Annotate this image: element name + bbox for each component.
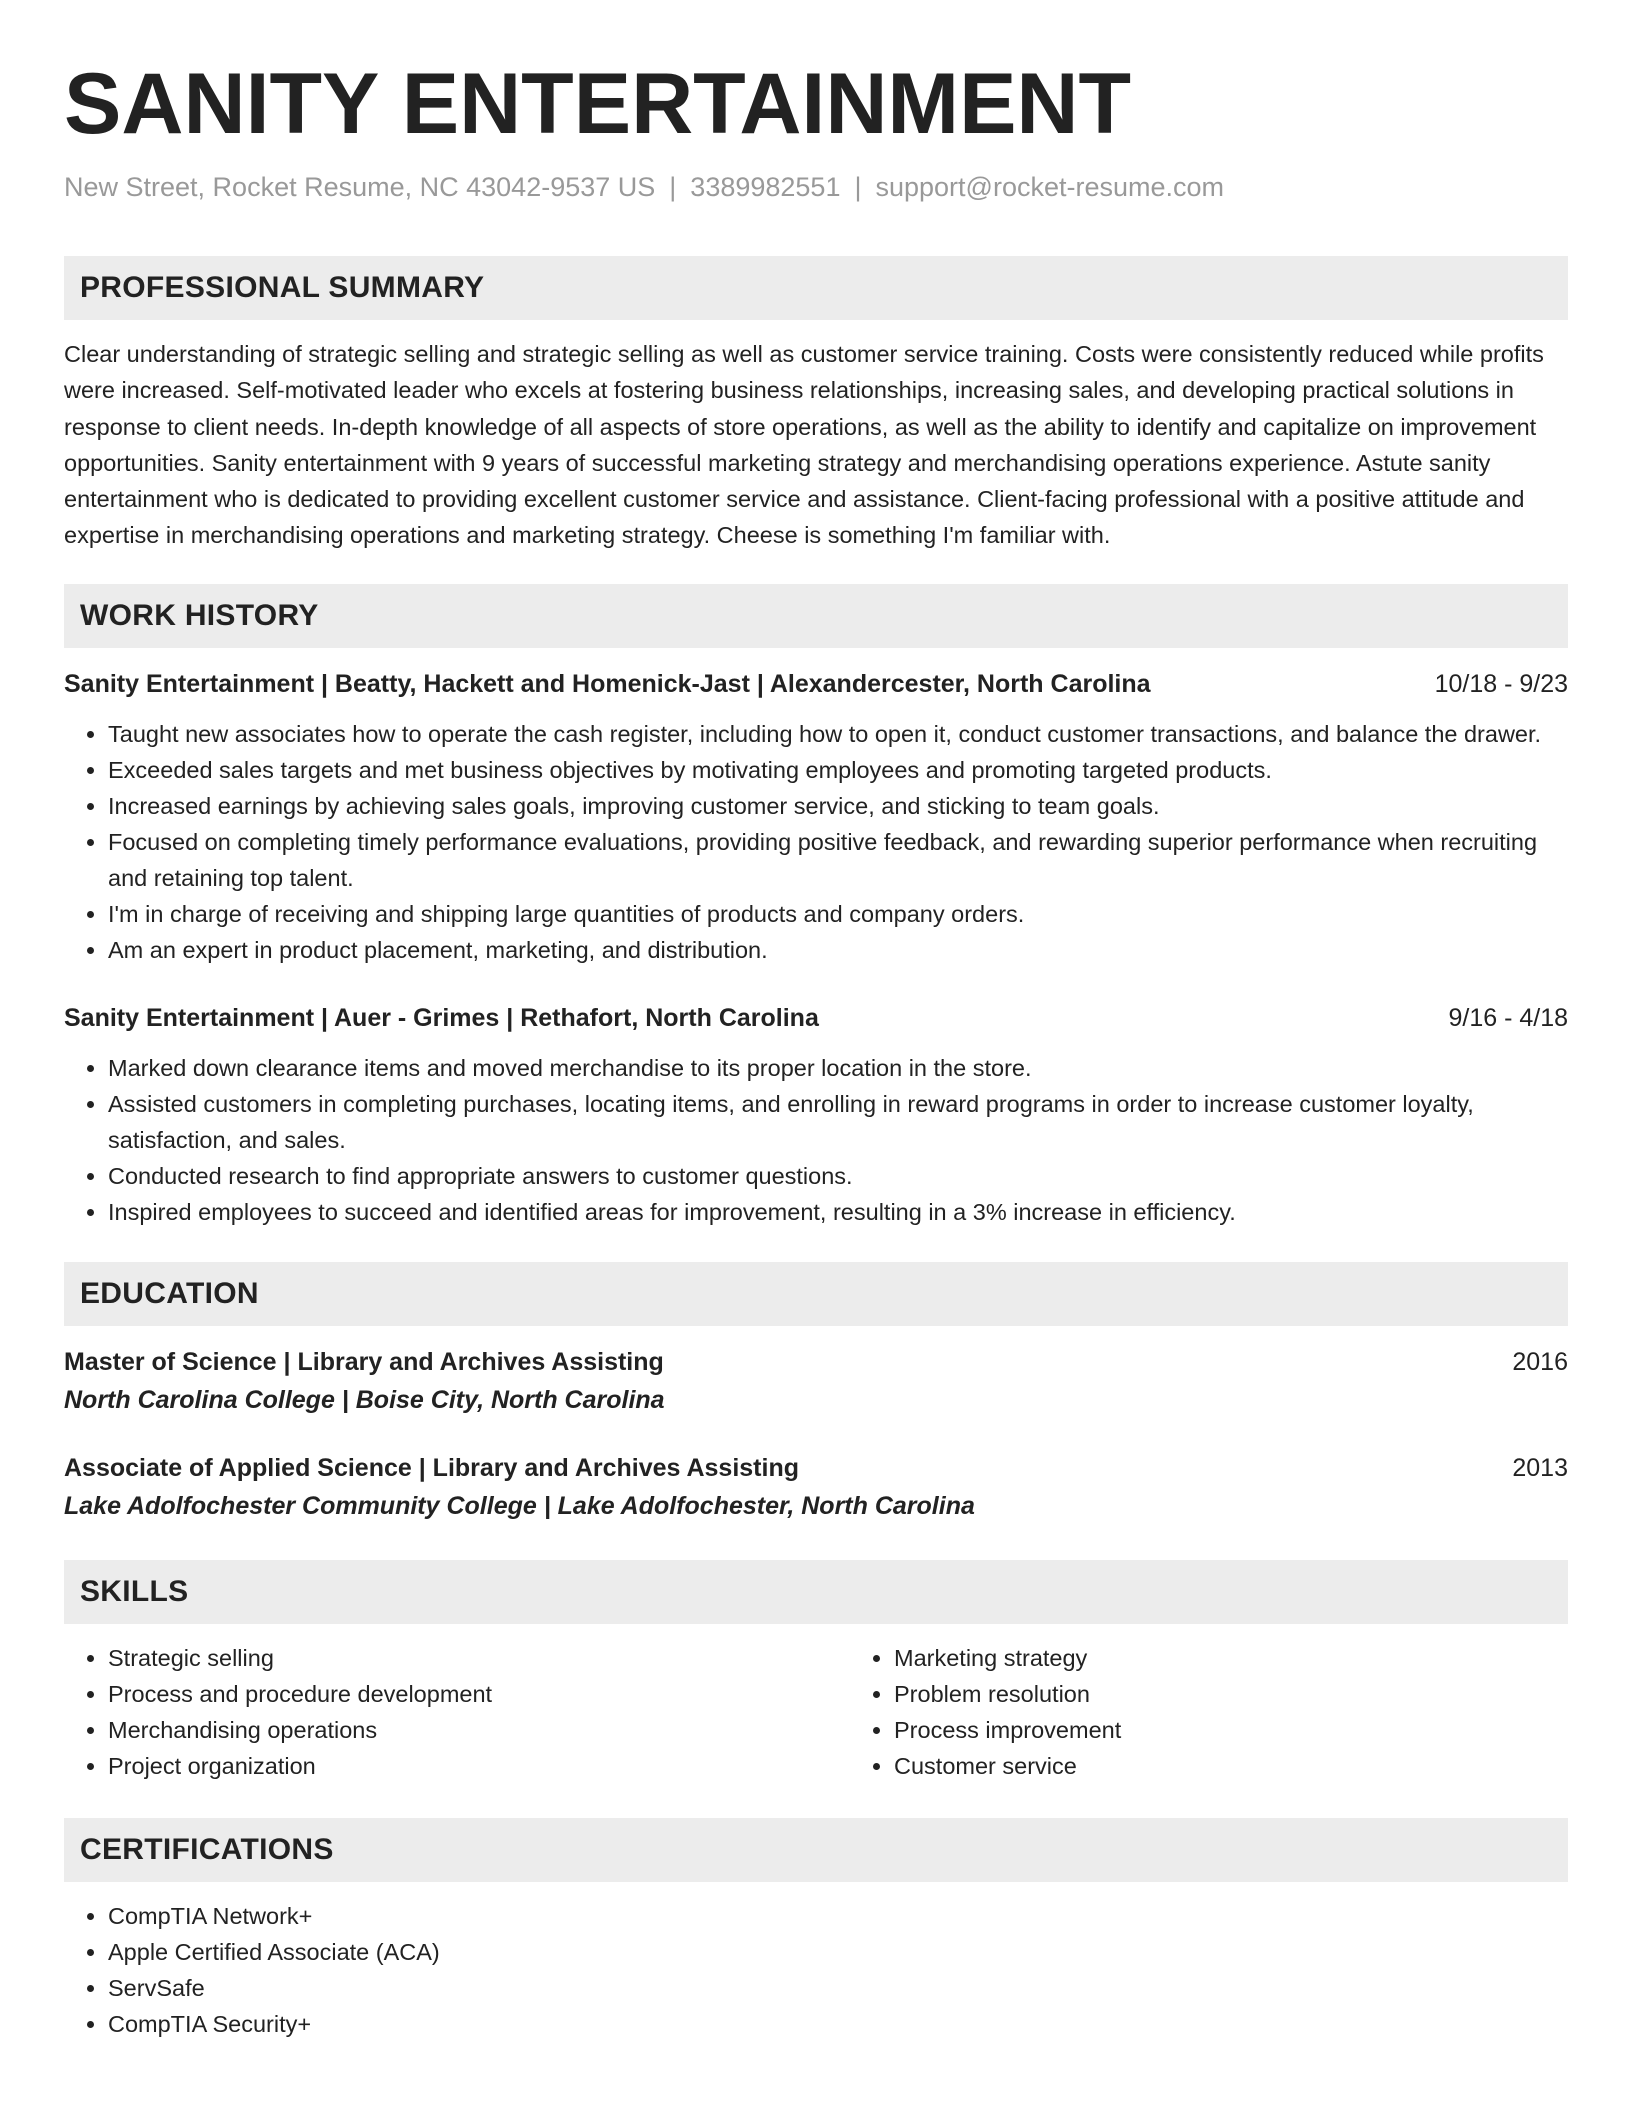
certification-item: • CompTIA Network+ [108, 1898, 1568, 1934]
job-bullet: • Am an expert in product placement, marketing, and distribution. [108, 932, 1568, 968]
skill-item: • Merchandising operations [108, 1712, 850, 1748]
certification-item: • Apple Certified Associate (ACA) [108, 1934, 1568, 1970]
job-bullet: • Assisted customers in completing purchases, locating items, and enrolling in reward programs in order to increase customer loyalty, satisfaction, and sales. [108, 1086, 1568, 1158]
job-date: 9/16 - 4/18 [1448, 1003, 1568, 1032]
job-title: Sanity Entertainment | Beatty, Hackett and Homenick-Jast | Alexandercester, North Carolina [64, 669, 1151, 698]
skill-item: • Customer service [894, 1748, 1121, 1784]
education-entry [64, 1344, 1568, 1420]
education-entry [64, 1450, 1568, 1526]
job-entry [64, 1000, 1568, 1230]
skills-right-column [850, 1640, 1121, 1784]
contact-line [64, 170, 1568, 204]
contact-email: support@rocket-resume.com [875, 172, 1225, 202]
education-school: North Carolina College | Boise City, North Carolina [64, 1385, 665, 1414]
skills-columns [64, 1640, 1568, 1784]
section-header-skills: SKILLS [64, 1560, 1568, 1624]
job-entry [64, 666, 1568, 968]
education-header [64, 1344, 1568, 1380]
skill-item: • Process and procedure development [108, 1676, 850, 1712]
summary-text: Clear understanding of strategic selling and strategic selling as well as customer service training. Costs were consistently reduced while profits were increased. Self-motivated leader who excels at fostering business relationships, increasing sales, and developing practical solutions in response to client needs. In-depth knowledge of all aspects of store operations, as well as the ability to identify and capitalize on improvement opportunities. Sanity entertainment with 9 years of successful marketing strategy and merchandising operations experience. Astute sanity entertainment who is dedicated to providing excellent customer service and assistance. Client-facing professional with a positive attitude and expertise in merchandising operations and marketing strategy. Cheese is something I'm familiar with. [64, 341, 1544, 549]
certification-list [64, 1898, 1568, 2042]
job-header [64, 1000, 1568, 1036]
education-school: Lake Adolfochester Community College | Lake Adolfochester, North Carolina [64, 1491, 975, 1520]
education-header [64, 1450, 1568, 1486]
skill-item: • Marketing strategy [894, 1640, 1121, 1676]
job-header [64, 666, 1568, 702]
education-year: 2013 [1512, 1453, 1568, 1482]
skill-item: • Strategic selling [108, 1640, 850, 1676]
job-title: Sanity Entertainment | Auer - Grimes | Rethafort, North Carolina [64, 1003, 819, 1032]
candidate-name: SANITY ENTERTAINMENT [64, 56, 1132, 152]
contact-separator: | [669, 172, 677, 202]
section-header-education: EDUCATION [64, 1262, 1568, 1326]
section-header-certifications: CERTIFICATIONS [64, 1818, 1568, 1882]
contact-phone: 3389982551 [690, 172, 841, 202]
skill-item: • Project organization [108, 1748, 850, 1784]
contact-separator: | [854, 172, 862, 202]
skill-item: • Problem resolution [894, 1676, 1121, 1712]
skill-item: • Process improvement [894, 1712, 1121, 1748]
education-degree: Associate of Applied Science | Library and Archives Assisting [64, 1453, 799, 1482]
contact-address: New Street, Rocket Resume, NC 43042-9537 US [64, 172, 656, 202]
section-header-summary: PROFESSIONAL SUMMARY [64, 256, 1568, 320]
job-bullet: • Marked down clearance items and moved merchandise to its proper location in the store. [108, 1050, 1568, 1086]
job-bullet: • Taught new associates how to operate the cash register, including how to open it, conduct customer transactions, and balance the drawer. [108, 716, 1568, 752]
certification-item: • ServSafe [108, 1970, 1568, 2006]
education-degree: Master of Science | Library and Archives Assisting [64, 1347, 664, 1376]
job-bullets [64, 716, 1568, 968]
section-header-work-history: WORK HISTORY [64, 584, 1568, 648]
job-bullet: • Exceeded sales targets and met business objectives by motivating employees and promoting targeted products. [108, 752, 1568, 788]
job-bullet: • Focused on completing timely performance evaluations, providing positive feedback, and rewarding superior performance when recruiting and retaining top talent. [108, 824, 1568, 896]
job-date: 10/18 - 9/23 [1434, 669, 1568, 698]
job-bullets [64, 1050, 1568, 1230]
job-bullet: • Conducted research to find appropriate answers to customer questions. [108, 1158, 1568, 1194]
job-bullet: • Inspired employees to succeed and identified areas for improvement, resulting in a 3% increase in efficiency. [108, 1194, 1568, 1230]
job-bullet: • Increased earnings by achieving sales goals, improving customer service, and sticking to team goals. [108, 788, 1568, 824]
skills-left-column [64, 1640, 850, 1784]
certification-item: • CompTIA Security+ [108, 2006, 1568, 2042]
job-bullet: • I'm in charge of receiving and shipping large quantities of products and company orders. [108, 896, 1568, 932]
education-year: 2016 [1512, 1347, 1568, 1376]
